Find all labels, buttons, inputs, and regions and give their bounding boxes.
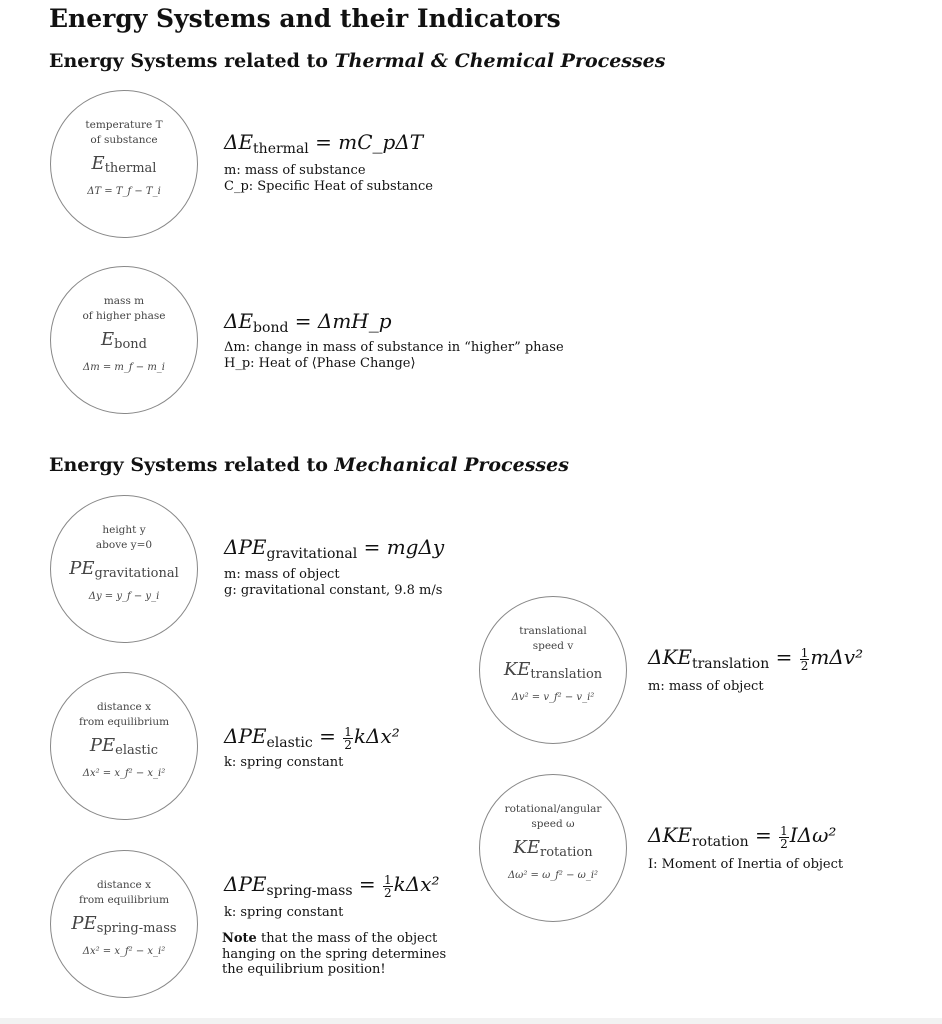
fraction-half: $\frac{1}{2}$ [384, 873, 392, 900]
symbol-rotation: $KE_{rotation}$ [513, 837, 593, 860]
symbol-elastic: $PE_{elastic}$ [89, 735, 159, 758]
delta-bond: Δm = m_f − m_i [82, 362, 166, 373]
circle-spring-mass: distance x from equilibrium $PE_{spring-mass}$ Δx² = x_f² − x_i² [50, 850, 198, 998]
equation-elastic: $\Delta PE_{elastic}$ = $\frac{1}{2}$ kΔx² [224, 724, 400, 752]
desc-translation: m: mass of object [648, 679, 764, 694]
desc-thermal: m: mass of substance C_p: Specific Heat of substance [224, 163, 433, 194]
desc-bond: Δm: change in mass of substance in “higher” phase H_p: Heat of ⟨Phase Change⟩ [224, 340, 564, 371]
page-bottom-edge [0, 1018, 942, 1024]
delta-thermal: ΔT = T_f − T_i [87, 186, 161, 197]
fraction-half: $\frac{1}{2}$ [780, 824, 788, 851]
equation-thermal: $\Delta E_{thermal}$ = mC_pΔT [224, 130, 424, 157]
equation-bond: $\Delta E_{bond}$ = ΔmH_p [224, 309, 392, 336]
delta-gravitational: Δy = y_f − y_i [88, 591, 160, 602]
circle-bond: mass m of higher phase $E_{bond}$ Δm = m_f − m_i [50, 266, 198, 414]
circle-thermal: temperature T of substance $E_{thermal}$ ΔT = T_f − T_i [50, 90, 198, 238]
delta-elastic: Δx² = x_f² − x_i² [82, 768, 166, 779]
desc-gravitational: m: mass of object g: gravitational constant, 9.8 m/s [224, 567, 443, 598]
desc-elastic: k: spring constant [224, 755, 344, 770]
circle-gravitational: height y above y=0 $PE_{gravitational}$ Δy = y_f − y_i [50, 495, 198, 643]
section-heading-mechanical: Energy Systems related to Mechanical Processes [49, 454, 569, 476]
circle-translation: translational speed v $KE_{translation}$ Δv² = v_f² − v_i² [479, 596, 627, 744]
fraction-half: $\frac{1}{2}$ [344, 725, 352, 752]
delta-translation: Δv² = v_f² − v_i² [511, 692, 595, 703]
symbol-gravitational: $PE_{gravitational}$ [69, 558, 179, 581]
symbol-spring-mass: $PE_{spring-mass}$ [71, 913, 177, 936]
note-spring-mass: Note that the mass of the object hanging on the spring determines the equilibrium position! [222, 931, 447, 977]
page-title: Energy Systems and their Indicators [49, 4, 561, 33]
desc-spring-mass: k: spring constant [224, 905, 344, 920]
symbol-translation: $KE_{translation}$ [503, 659, 603, 682]
circle-elastic: distance x from equilibrium $PE_{elastic}$ Δx² = x_f² − x_i² [50, 672, 198, 820]
circle-rotation: rotational/angular speed ω $KE_{rotation}$ Δω² = ω_f² − ω_i² [479, 774, 627, 922]
fraction-half: $\frac{1}{2}$ [800, 646, 809, 673]
equation-translation: $\Delta KE_{translation}$ = $\frac{1}{2}$ mΔv² [648, 645, 864, 673]
equation-spring-mass: $\Delta PE_{spring-mass}$ = $\frac{1}{2}$ kΔx² [224, 872, 440, 900]
section-heading-thermal: Energy Systems related to Thermal & Chemical Processes [49, 50, 666, 72]
symbol-bond: $E_{bond}$ [101, 329, 147, 352]
symbol-thermal: $E_{thermal}$ [91, 153, 157, 176]
delta-spring-mass: Δx² = x_f² − x_i² [82, 946, 166, 957]
equation-gravitational: $\Delta PE_{gravitational} = mg\Delta y$ [224, 535, 445, 562]
equation-rotation: $\Delta KE_{rotation}$ = $\frac{1}{2}$ IΔω² [648, 823, 837, 851]
desc-rotation: I: Moment of Inertia of object [648, 857, 844, 872]
delta-rotation: Δω² = ω_f² − ω_i² [507, 870, 599, 881]
